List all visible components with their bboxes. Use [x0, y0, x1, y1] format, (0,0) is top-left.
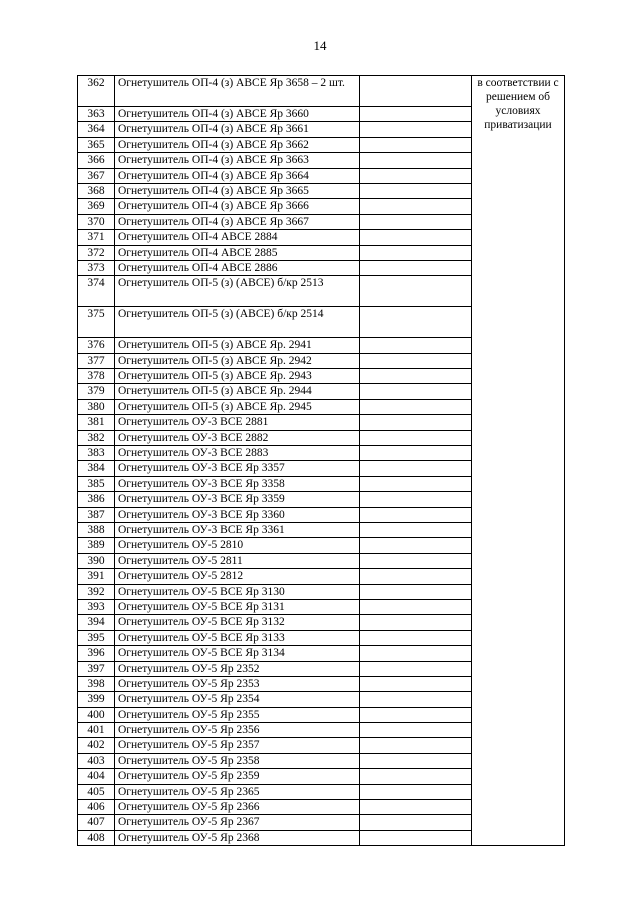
row-number: 369 [78, 199, 115, 214]
row-number: 397 [78, 661, 115, 676]
empty-cell [360, 830, 472, 845]
empty-cell [360, 738, 472, 753]
item-name: Огнетушитель ОП-4 (з) АВСЕ Яр 3667 [115, 214, 360, 229]
item-name: Огнетушитель ОУ-5 ВСЕ Яр 3132 [115, 615, 360, 630]
item-name: Огнетушитель ОУ-5 Яр 2367 [115, 815, 360, 830]
empty-cell [360, 307, 472, 338]
empty-cell [360, 630, 472, 645]
empty-cell [360, 661, 472, 676]
inventory-table-body [78, 76, 565, 846]
table-row [78, 76, 565, 107]
row-number: 363 [78, 107, 115, 122]
row-number: 370 [78, 214, 115, 229]
empty-cell [360, 153, 472, 168]
item-name: Огнетушитель ОУ-5 Яр 2368 [115, 830, 360, 845]
empty-cell [360, 122, 472, 137]
empty-cell [360, 692, 472, 707]
row-number: 377 [78, 353, 115, 368]
item-name: Огнетушитель ОУ-5 ВСЕ Яр 3130 [115, 584, 360, 599]
item-name: Огнетушитель ОУ-3 ВСЕ 2882 [115, 430, 360, 445]
item-name: Огнетушитель ОУ-5 ВСЕ Яр 3133 [115, 630, 360, 645]
row-number: 398 [78, 676, 115, 691]
row-number: 381 [78, 415, 115, 430]
row-number: 393 [78, 599, 115, 614]
row-number: 382 [78, 430, 115, 445]
row-number: 383 [78, 446, 115, 461]
row-number: 396 [78, 646, 115, 661]
item-name: Огнетушитель ОП-5 (з) (АВСЕ) б/кр 2514 [115, 307, 360, 338]
row-number: 395 [78, 630, 115, 645]
row-number: 364 [78, 122, 115, 137]
row-number: 392 [78, 584, 115, 599]
row-number: 408 [78, 830, 115, 845]
empty-cell [360, 369, 472, 384]
empty-cell [360, 415, 472, 430]
empty-cell [360, 399, 472, 414]
row-number: 373 [78, 260, 115, 275]
row-number: 403 [78, 753, 115, 768]
item-name: Огнетушитель ОУ-5 Яр 2358 [115, 753, 360, 768]
empty-cell [360, 507, 472, 522]
empty-cell [360, 137, 472, 152]
item-name: Огнетушитель ОУ-5 Яр 2354 [115, 692, 360, 707]
empty-cell [360, 245, 472, 260]
row-number: 391 [78, 569, 115, 584]
empty-cell [360, 76, 472, 107]
item-name: Огнетушитель ОУ-3 ВСЕ Яр 3358 [115, 476, 360, 491]
item-name: Огнетушитель ОУ-3 ВСЕ Яр 3360 [115, 507, 360, 522]
empty-cell [360, 769, 472, 784]
empty-cell [360, 384, 472, 399]
item-name: Огнетушитель ОП-4 (з) АВСЕ Яр 3665 [115, 183, 360, 198]
row-number: 371 [78, 230, 115, 245]
row-number: 372 [78, 245, 115, 260]
row-number: 386 [78, 492, 115, 507]
empty-cell [360, 615, 472, 630]
row-number: 375 [78, 307, 115, 338]
empty-cell [360, 569, 472, 584]
item-name: Огнетушитель ОП-5 (з) АВСЕ Яр. 2941 [115, 338, 360, 353]
item-name: Огнетушитель ОУ-5 2811 [115, 553, 360, 568]
empty-cell [360, 800, 472, 815]
item-name: Огнетушитель ОУ-5 Яр 2353 [115, 676, 360, 691]
item-name: Огнетушитель ОУ-3 ВСЕ 2881 [115, 415, 360, 430]
empty-cell [360, 707, 472, 722]
row-number: 389 [78, 538, 115, 553]
empty-cell [360, 446, 472, 461]
empty-cell [360, 230, 472, 245]
empty-cell [360, 522, 472, 537]
empty-cell [360, 815, 472, 830]
item-name: Огнетушитель ОУ-5 Яр 2356 [115, 723, 360, 738]
item-name: Огнетушитель ОП-4 АВСЕ 2885 [115, 245, 360, 260]
row-number: 376 [78, 338, 115, 353]
inventory-table [77, 75, 565, 846]
empty-cell [360, 584, 472, 599]
row-number: 366 [78, 153, 115, 168]
item-name: Огнетушитель ОУ-3 ВСЕ Яр 3357 [115, 461, 360, 476]
item-name: Огнетушитель ОУ-5 2812 [115, 569, 360, 584]
item-name: Огнетушитель ОУ-5 Яр 2365 [115, 784, 360, 799]
item-name: Огнетушитель ОП-4 (з) АВСЕ Яр 3662 [115, 137, 360, 152]
empty-cell [360, 338, 472, 353]
item-name: Огнетушитель ОУ-5 ВСЕ Яр 3134 [115, 646, 360, 661]
item-name: Огнетушитель ОП-5 (з) АВСЕ Яр. 2943 [115, 369, 360, 384]
row-number: 407 [78, 815, 115, 830]
item-name: Огнетушитель ОП-4 (з) АВСЕ Яр 3666 [115, 199, 360, 214]
row-number: 401 [78, 723, 115, 738]
item-name: Огнетушитель ОП-4 (з) АВСЕ Яр 3660 [115, 107, 360, 122]
item-name: Огнетушитель ОП-4 (з) АВСЕ Яр 3658 – 2 шт. [115, 76, 360, 107]
empty-cell [360, 784, 472, 799]
row-number: 380 [78, 399, 115, 414]
row-number: 390 [78, 553, 115, 568]
empty-cell [360, 260, 472, 275]
empty-cell [360, 676, 472, 691]
empty-cell [360, 430, 472, 445]
empty-cell [360, 107, 472, 122]
row-number: 374 [78, 276, 115, 307]
item-name: Огнетушитель ОУ-3 ВСЕ Яр 3359 [115, 492, 360, 507]
empty-cell [360, 599, 472, 614]
row-number: 402 [78, 738, 115, 753]
empty-cell [360, 492, 472, 507]
row-number: 385 [78, 476, 115, 491]
page-number: 14 [313, 38, 327, 53]
empty-cell [360, 183, 472, 198]
row-number: 368 [78, 183, 115, 198]
row-number: 384 [78, 461, 115, 476]
empty-cell [360, 199, 472, 214]
item-name: Огнетушитель ОП-5 (з) (АВСЕ) б/кр 2513 [115, 276, 360, 307]
row-number: 400 [78, 707, 115, 722]
empty-cell [360, 461, 472, 476]
empty-cell [360, 646, 472, 661]
item-name: Огнетушитель ОП-4 (з) АВСЕ Яр 3661 [115, 122, 360, 137]
row-number: 378 [78, 369, 115, 384]
item-name: Огнетушитель ОУ-5 Яр 2357 [115, 738, 360, 753]
row-number: 394 [78, 615, 115, 630]
item-name: Огнетушитель ОУ-3 ВСЕ Яр 3361 [115, 522, 360, 537]
row-number: 365 [78, 137, 115, 152]
empty-cell [360, 353, 472, 368]
empty-cell [360, 276, 472, 307]
item-name: Огнетушитель ОП-4 АВСЕ 2886 [115, 260, 360, 275]
row-number: 379 [78, 384, 115, 399]
item-name: Огнетушитель ОП-4 (з) АВСЕ Яр 3663 [115, 153, 360, 168]
item-name: Огнетушитель ОП-5 (з) АВСЕ Яр. 2945 [115, 399, 360, 414]
row-number: 387 [78, 507, 115, 522]
item-name: Огнетушитель ОУ-5 Яр 2359 [115, 769, 360, 784]
item-name: Огнетушитель ОУ-5 Яр 2355 [115, 707, 360, 722]
row-number: 405 [78, 784, 115, 799]
item-name: Огнетушитель ОП-4 (з) АВСЕ Яр 3664 [115, 168, 360, 183]
row-number: 362 [78, 76, 115, 107]
item-name: Огнетушитель ОУ-5 Яр 2366 [115, 800, 360, 815]
item-name: Огнетушитель ОУ-3 ВСЕ 2883 [115, 446, 360, 461]
empty-cell [360, 168, 472, 183]
item-name: Огнетушитель ОП-5 (з) АВСЕ Яр. 2942 [115, 353, 360, 368]
item-name: Огнетушитель ОП-4 АВСЕ 2884 [115, 230, 360, 245]
item-name: Огнетушитель ОУ-5 ВСЕ Яр 3131 [115, 599, 360, 614]
item-name: Огнетушитель ОП-5 (з) АВСЕ Яр. 2944 [115, 384, 360, 399]
empty-cell [360, 538, 472, 553]
empty-cell [360, 723, 472, 738]
empty-cell [360, 214, 472, 229]
row-number: 406 [78, 800, 115, 815]
item-name: Огнетушитель ОУ-5 Яр 2352 [115, 661, 360, 676]
privatization-note: в соответствии с решением об условиях приватизации [472, 76, 565, 846]
empty-cell [360, 753, 472, 768]
row-number: 367 [78, 168, 115, 183]
item-name: Огнетушитель ОУ-5 2810 [115, 538, 360, 553]
row-number: 388 [78, 522, 115, 537]
empty-cell [360, 476, 472, 491]
row-number: 399 [78, 692, 115, 707]
row-number: 404 [78, 769, 115, 784]
empty-cell [360, 553, 472, 568]
